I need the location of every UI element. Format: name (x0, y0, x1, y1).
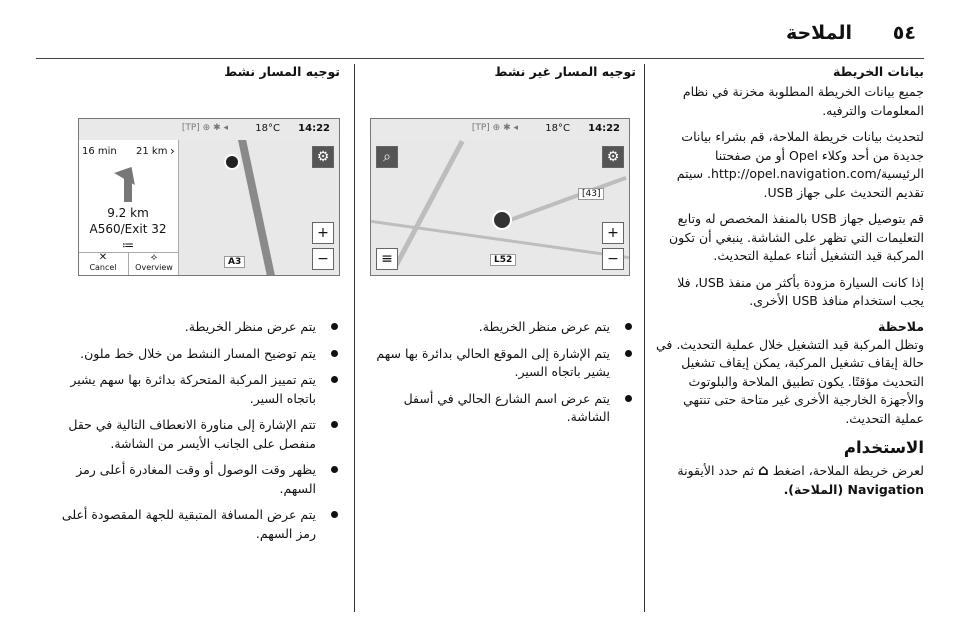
page-title: الملاحة (785, 22, 852, 44)
map-screenshot-inactive (370, 118, 630, 276)
zoom-in-button[interactable]: + (312, 222, 334, 244)
middle-column (364, 64, 636, 79)
home-icon: ⌂ (758, 461, 769, 479)
list-item: يتم توضيح المسار النشط من خلال خط ملون. (42, 345, 340, 364)
maneuver-exit: A560/Exit 32 (89, 222, 167, 236)
list-item: يتم عرض منظر الخريطة. (42, 318, 340, 337)
status-icons: [TP] ⊕ ✱ ◂ (471, 123, 518, 133)
status-icons: [TP] ⊕ ✱ ◂ (181, 123, 228, 133)
usage-text-a: لعرض خريطة الملاحة، اضغط (772, 463, 924, 478)
usage-paragraph (654, 461, 924, 499)
list-item: تتم الإشارة إلى مناورة الانعطاف التالية في حقل منفصل على الجانب الأيسر من الشاشة. (42, 416, 340, 453)
map-data-heading: بيانات الخريطة (832, 64, 924, 79)
road-label: A3 (224, 256, 245, 268)
settings-gear-icon[interactable]: ⚙ (312, 146, 334, 168)
close-icon: ✕ (98, 252, 108, 263)
road-label: L52 (490, 254, 516, 266)
remaining-distance: 21 km (136, 146, 168, 157)
clock: 14:22 (588, 123, 620, 134)
map-data-paragraph-1: جميع بيانات الخريطة المطلوبة مخزنة في نظام المعلومات والترفيه. (682, 84, 924, 118)
map-data-paragraph-2: لتحديث بيانات خريطة الملاحة، قم بشراء بيانات جديدة من أحد وكلاء Opel أو من صفحتنا الرئيسية/http://opel.navigation.com. سيتم تقديم التحديث على جهاز USB. (676, 129, 924, 200)
list-icon[interactable]: ≔ (122, 238, 134, 252)
guidance-inactive-heading: توجيه المسار غير نشط (494, 64, 636, 79)
maneuver-distance: 9.2 km (107, 206, 149, 220)
left-column (40, 64, 340, 79)
temperature: 18°C (545, 123, 570, 134)
search-icon[interactable]: ⌕ (376, 146, 398, 168)
arrival-time: 16 min (82, 146, 117, 157)
list-item: يتم الإشارة إلى الموقع الحالي بدائرة بها سهم يشير باتجاه السير. (364, 345, 634, 382)
left-bullets (42, 318, 340, 551)
column-divider-right (644, 64, 645, 612)
chevron-right-icon[interactable]: › (170, 144, 175, 158)
clock: 14:22 (298, 123, 330, 134)
usage-text-b: ثم حدد الأيقونة (677, 463, 755, 478)
list-item: يتم تمييز المركبة المتحركة بدائرة بها سهم يشير باتجاه السير. (42, 371, 340, 408)
note-text: وتظل المركبة قيد التشغيل خلال عملية التحديث. في حالة إيقاف تشغيل المركبة، يمكن إيقاف تشغيل التحديث مؤقتًا. يكون تطبيق الملاحة والبلوتوث والأجهزة الخارجية الأخرى غير متاحة حتى تنتهي عملية التحديث. (655, 336, 924, 426)
menu-icon[interactable]: ≡ (376, 248, 398, 270)
note-label: ملاحظة (878, 318, 924, 334)
map-ref-label: [43] (578, 188, 604, 200)
temperature: 18°C (255, 123, 280, 134)
overview-icon: ⟡ (150, 252, 158, 263)
list-item: يتم عرض اسم الشارع الحالي في أسفل الشاشة. (364, 390, 634, 427)
list-item: يتم عرض منظر الخريطة. (364, 318, 634, 337)
page-number: ٥٤ (892, 22, 916, 44)
page-header (0, 14, 960, 50)
right-column (654, 64, 924, 499)
list-item: يظهر وقت الوصول أو وقت المغادرة أعلى رمز السهم. (42, 461, 340, 498)
zoom-in-button[interactable]: + (602, 222, 624, 244)
cancel-label: Cancel (89, 263, 117, 272)
map-screenshot-active (78, 118, 340, 276)
map-data-paragraph-3: قم بتوصيل جهاز USB بالمنفذ المخصص له وتابع التعليمات التي تظهر على الشاشة. ينبغي أن تكون المركبة قيد التشغيل أثناء عملية التحديث. (668, 211, 924, 263)
middle-bullets (364, 318, 634, 435)
zoom-out-button[interactable]: − (602, 248, 624, 270)
list-item: يتم عرض المسافة المتبقية للجهة المقصودة أعلى رمز السهم. (42, 506, 340, 543)
column-divider-left (354, 64, 355, 612)
header-rule (36, 58, 924, 59)
overview-label: Overview (135, 263, 173, 272)
guidance-active-heading: توجيه المسار نشط (224, 64, 340, 79)
map-data-paragraph-4: إذا كانت السيارة مزودة بأكثر من منفذ USB، فلا يجب استخدام منافذ USB الأخرى. (677, 274, 924, 308)
settings-gear-icon[interactable]: ⚙ (602, 146, 624, 168)
usage-text-c: Navigation (الملاحة). (783, 481, 924, 497)
usage-heading: الاستخدام (843, 438, 924, 457)
zoom-out-button[interactable]: − (312, 248, 334, 270)
